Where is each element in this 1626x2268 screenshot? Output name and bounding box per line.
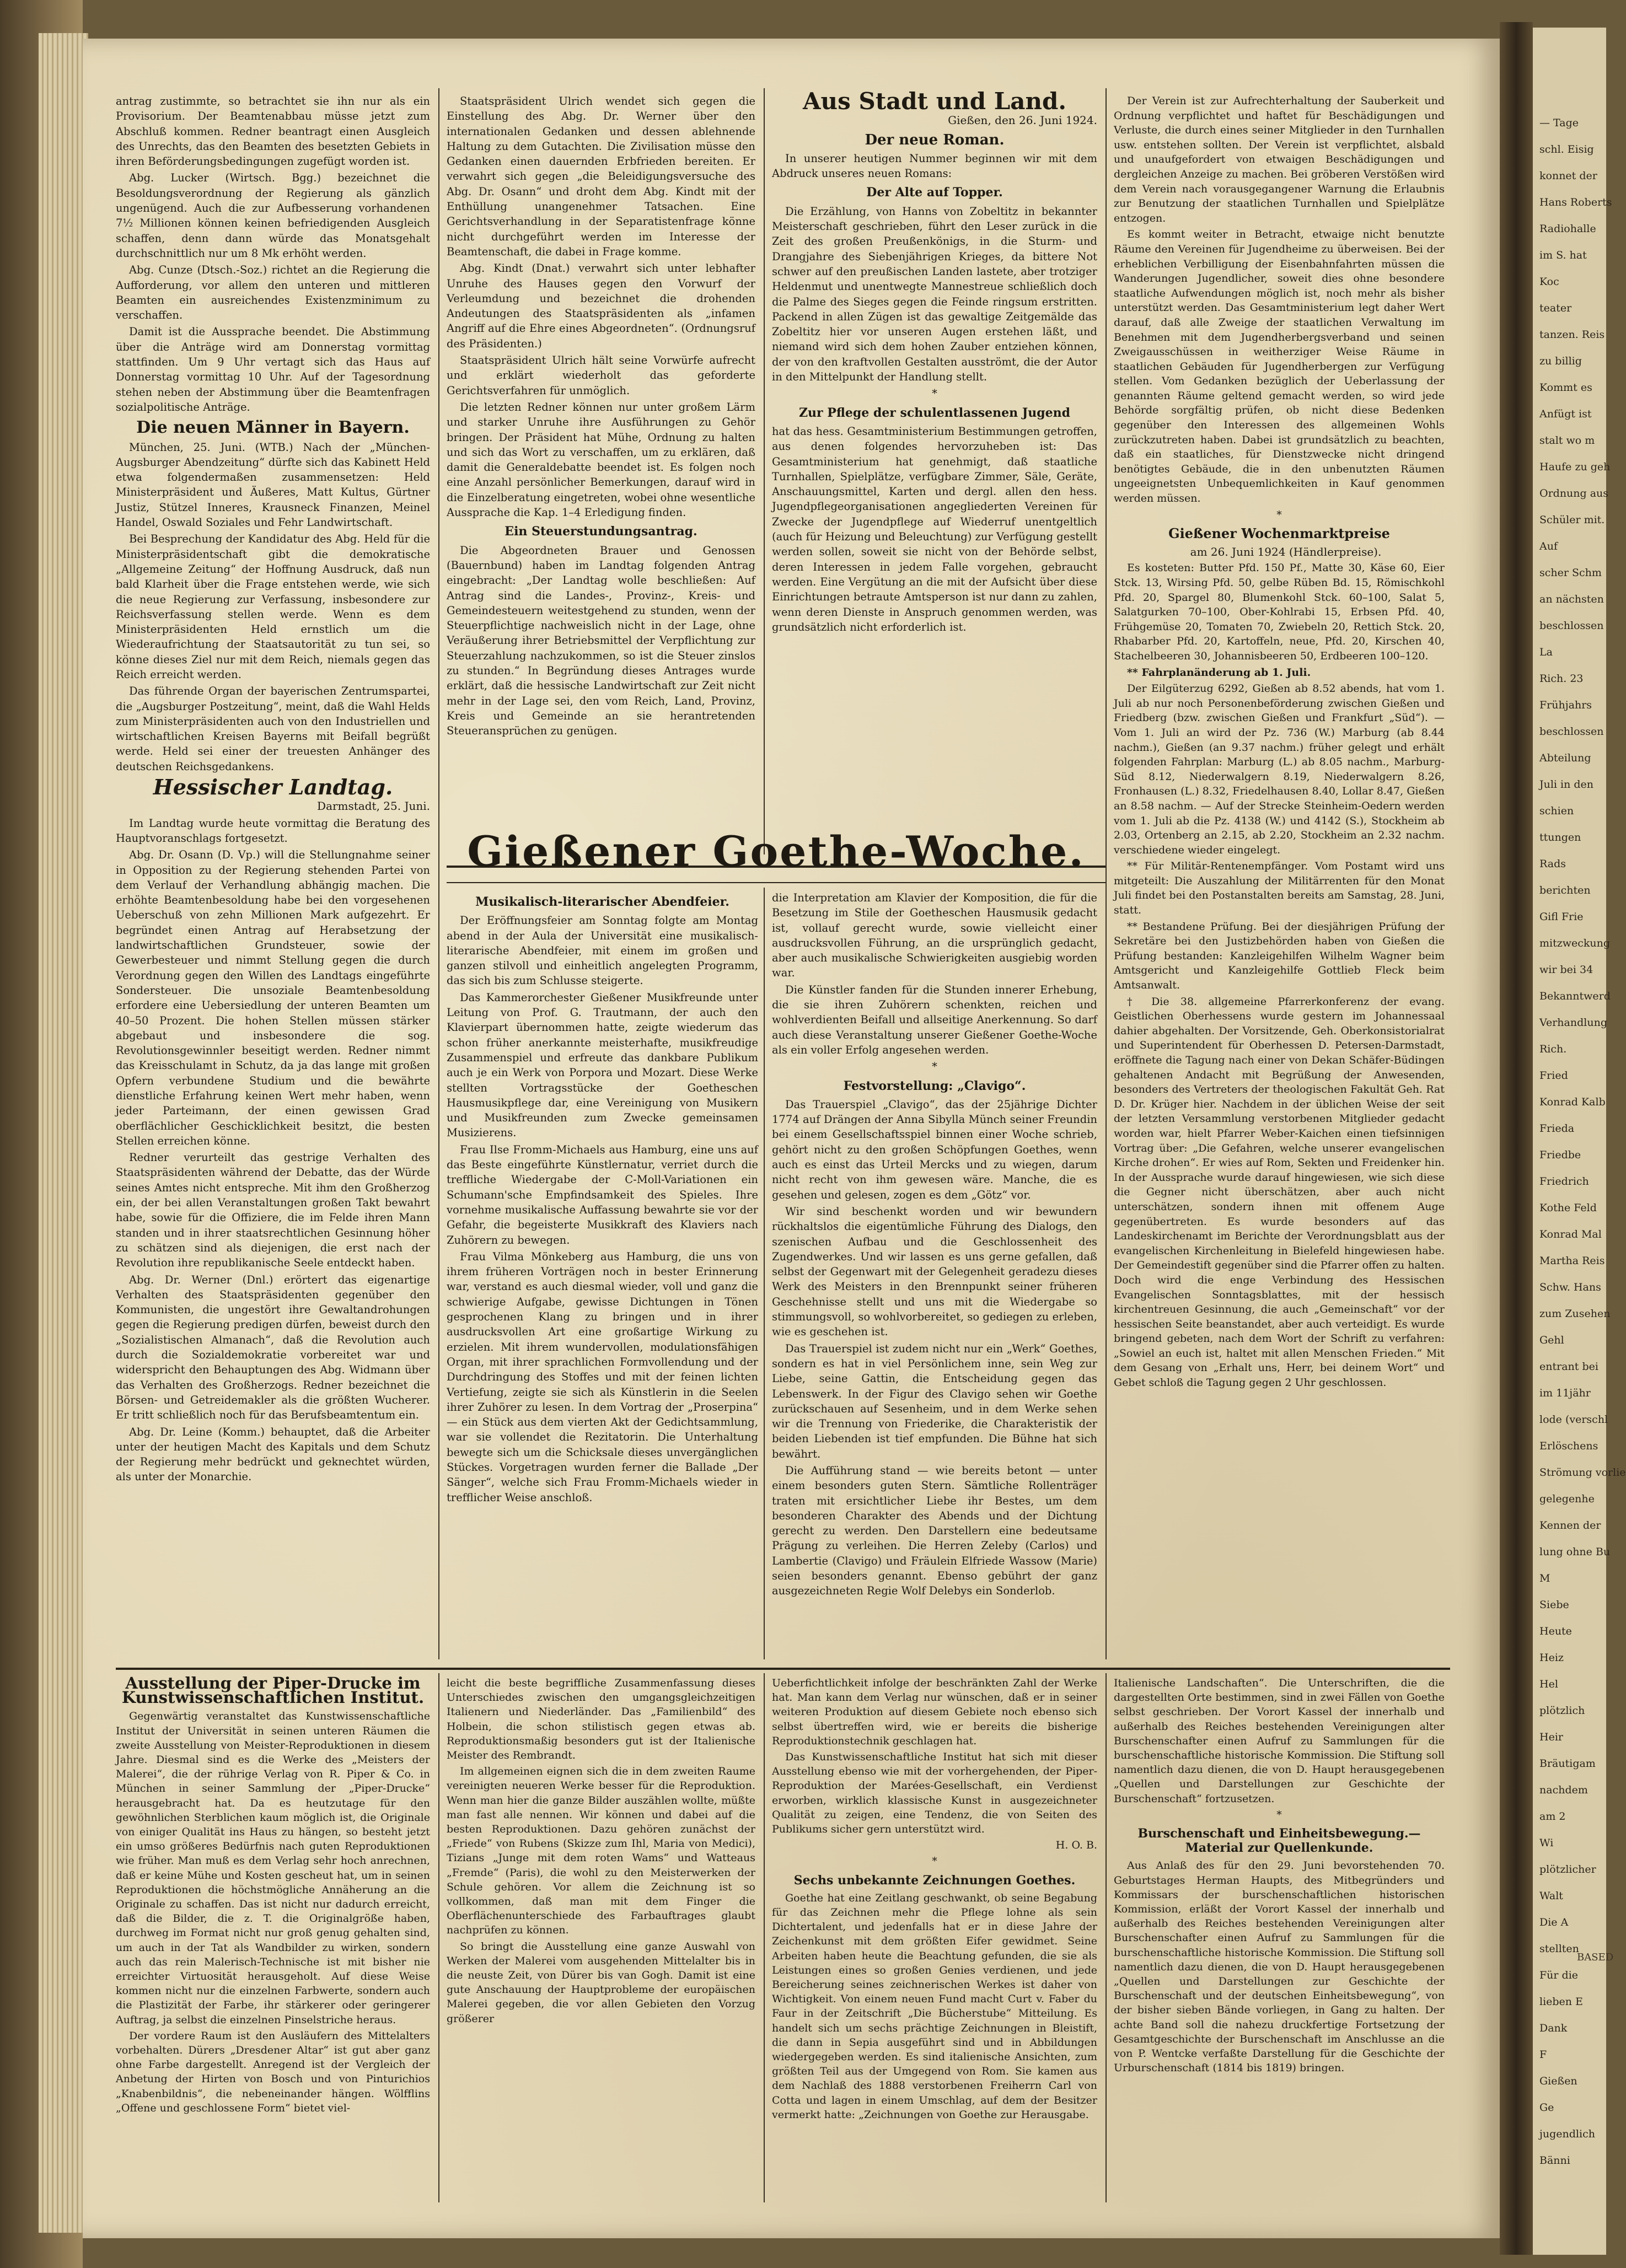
paragraph: Wir sind beschenkt worden und wir bewundern rückhaltslos die eigentümliche Führung des Dialogs, den szenischen Aufbau und die Geschlossenheit des Zugendwerkes. Und wir lassen es uns gerne gefallen, daß selbst der Gegenwart mit der Gelegenheit geradezu dieses Werk des Meisters in den Brennpunkt seiner früheren Geschehnisse stellt und uns mit die Wiedergabe so stimmungsvoll, so wohlvorbereitet, so gediegen zu erleben, wie es geschehen ist.	[772, 1205, 1097, 1339]
next-page-line: berichten	[1539, 884, 1591, 896]
section-rule	[116, 1668, 1450, 1670]
headline-zeichnungen: Sechs unbekannte Zeichnungen Goethes.	[793, 1873, 1076, 1888]
next-page-line: schl. Eisig	[1539, 143, 1594, 155]
newspaper-page	[83, 39, 1500, 2238]
paragraph: Redner verurteilt das gestrige Verhalten des Staatspräsidenten während der Debatte, das der Würde seines Amtes nicht entspreche. Mit ihm den Großherzog ein, der bei allen Veranstaltungen großen Takt bewahrt habe, sowie für die Offiziere, die im Felde ihren Mann standen und in ihrer staatsrechtlichen Gesinnung höher zu schätzen sind als diejenigen, die erst nach der Revolution ihre republikanische Seele entdeckt haben.	[116, 1151, 430, 1270]
next-page-line: wir bei 34	[1539, 964, 1593, 976]
next-page-line: Siebe	[1539, 1599, 1569, 1611]
next-page-line: gelegenhe	[1539, 1493, 1595, 1505]
next-page-line: Rich. 23	[1539, 673, 1584, 685]
next-page-line: Schw. Hans	[1539, 1281, 1601, 1293]
paragraph: leicht die beste begriffliche Zusammenfassung dieses Unterschiedes zwischen den umgangsgleichzeitigen Italienern und Niederländer. Das „Familienbild“ des Holbein, die schon stilistisch gegen etwas ab. Reproduktionsmaßig besonders gut ist der Italienische Meister des Rembrandt.	[447, 1677, 755, 1762]
paragraph: Abg. Dr. Leine (Komm.) behauptet, daß die Arbeiter unter der heutigen Macht des Kapitals und dem Schutz der Regierung mehr bedrückt und geknechtet würden, als unter der Monarchie.	[116, 1425, 430, 1484]
paragraph: antrag zustimmte, so betrachtet sie ihn nur als ein Provisorium. Der Beamtenabbau müsse jetzt zum Abschluß kommen. Redner beantragt einen Ausgleich des Unrechts, das den Beamten des besetzten Gebiets in ihren Beförderungsbedingungen zugefügt worden ist.	[116, 95, 430, 168]
headline-burschenschaft: Burschenschaft und Einheitsbewegung.— Material zur Quellenkunde.	[1137, 1826, 1421, 1856]
headline-clavigo: Festvorstellung: „Clavigo“.	[843, 1078, 1026, 1093]
next-page-line: Dank	[1539, 2022, 1568, 2034]
paragraph: Gegenwärtig veranstaltet das Kunstwissenschaftliche Institut der Universität in seinen unteren Räumen die zweite Ausstellung von Meister-Reproduktionen in diesem Jahre. Diesmal sind es die Werke des „Meisters der Malerei“, die der rührige Verlag von R. Piper & Co. in München in seiner Sammlung der „Piper-Drucke“ herausgebracht hat. Da es heutzutage für den gewöhnlichen Sterblichen kaum möglich ist, die Originale von einiger Qualität ins Haus zu hängen, so besteht jetzt ein umso größeres Bedürfnis nach guten Reproduktionen wie früher. Man muß es dem Verlag sehr hoch anrechnen, daß er keine Mühe und Kosten gescheut hat, um in seinen Reproduktionen die höchstmögliche Annäherung an die Originale zu schaffen. Das ist nicht nur dadurch erreicht, daß die Bilder, die z. T. die Originalgröße haben, durchweg im Format nicht nur groß genug gehalten sind, um auch in der Tat als Wandbilder zu wirken, sondern auch das rein Malerisch-Technische ist mit bisher nie erreichter Virtuosität herausgeholt. Auf diese Weise kommen nicht nur die einzelnen Farbwerte, sondern auch die Plastizität der Farbe, ihr stärkerer oder geringerer Auftrag, ja selbst die einzelnen Pinselstriche heraus.	[116, 1710, 430, 2026]
paragraph: ** Fahrplanänderung ab 1. Juli.	[1127, 666, 1311, 679]
next-page-line: stellten	[1539, 1943, 1579, 1955]
column-rule	[438, 1673, 439, 2202]
next-page-line: Strömung vorlie	[1539, 1466, 1626, 1479]
paragraph: Italienische Landschaften“. Die Unterschriften, die die dargestellten Orte bestimmen, sind in zwei Fällen von Goethe selbst geschrieben. Der Vorort Kassel der innerhalb und außerhalb des Reiches bestehenden Vereinigungen alter Burschenschafter einen Aufruf zu Sammlungen für die burschenschaftliche historische Kommission. Die Stiftung soll namentlich dazu dienen, die von D. Haupt herausgegebenen „Quellen und Darstellungen zur Geschichte der Burschenschaft“ fortzusetzen.	[1114, 1677, 1445, 1805]
next-page-line: Heiz	[1539, 1652, 1564, 1664]
headline-bayern: Die neuen Männer in Bayern.	[136, 418, 410, 438]
column-rule	[764, 1673, 765, 2202]
paragraph: Das Trauerspiel „Clavigo“, das der 25jährige Dichter 1774 auf Drängen der Anna Sibylla Münch seiner Freundin bei einem Gesellschaftsspiel binnen einer Woche schrieb, gehört nicht zu den großen Schöpfungen Goethes, wenn auch es einst das Urteil Mercks und zu wiegen, darum nicht recht von ihm gewesen wäre. Manche, die es gesehen und gelesen, zogen es dem „Götz“ vor.	[772, 1098, 1097, 1201]
paragraph: † Die 38. allgemeine Pfarrerkonferenz der evang. Geistlichen Oberhessens wurde gestern im Johannessaal dahier abgehalten. Der Vorsitzende, Geh. Oberkonsistorialrat und Superintendent für Oberhessen D. Petersen-Darmstadt, eröffnete die Tagung nach einer von Dekan Schäfer-Büdingen gehaltenen Andacht mit Begrüßung der Anwesenden, besonders des Vertreters der theologischen Fakultät Geh. Rat D. Dr. Krüger hier. Nachdem in der üblichen Weise der seit der letzten Versammlung verstorbenen Mitglieder gedacht worden war, hielt Pfarrer Weber-Kaichen einen tiefsinnigen Vortrag über: „Die Gefahren, welche unserer evangelischen Kirche drohen“. Er wies auf Rom, Sekten und Freidenker hin. In der Aussprache wurde darauf hingewiesen, wie sich diese die Gegner nicht überschätzen, aber auch nicht unterschätzen, sondern ihnen mit offenem Auge gegenübertreten. Es wurde besonders auf das Landeskirchenamt im Berichte der Verordnungsblatt aus der evangelischen Kirchenleitung in Bielefeld hingewiesen habe. Der Gemeindestift gegenüber sind die Pfarrer offen zu halten. Doch wird die enge Verbindung des Hessischen Evangelischen Sonntagsblattes, mit der hessisch kirchentreuen Gesinnung, die auch „Gemeinschaft“ vor der hessischen Seite beanstandet, aber auch verteidigt. Es wurde bringend gebeten, nach dem Wort der Schrift zu verfahren: „Sowiel an euch ist, haltet mit allen Menschen Frieden.“ Mit dem Gesang von „Erhalt uns, Herr, bei deinem Wort“ und Gebet schloß die Tagung gegen 2 Uhr geschlossen.	[1114, 995, 1445, 1389]
next-page-line: Rich.	[1539, 1043, 1567, 1055]
paragraph: die Interpretation am Klavier der Komposition, die für die Besetzung im Stile der Goetheschen Hausmusik gedacht ist, vollauf gerecht wurde, sowie vielleicht einer ausdrucksvollen Führung, an die ursprünglich gedacht, aber auch musikalische Schwierigkeiten ausgiebig worden war.	[772, 891, 1097, 980]
paragraph: Aus Anlaß des für den 29. Juni bevorstehenden 70. Geburtstages Herman Haupts, des Mitbegründers und Kommissars der burschenschaftlichen historischen Kommission, erläßt der Vorort Kassel der innerhalb und außerhalb des Reiches bestehenden Vereinigungen alter Burschenschafter einen Aufruf zu Sammlungen für die burschenschaftliche historische Kommission. Die Stiftung soll namentlich dazu dienen, die von D. Haupt herausgegebenen „Quellen und Darstellungen zur Geschichte der Burschenschaft und der deutschen Einheitsbewegung“, von der bisher sieben Bände vorliegen, in Gang zu halten. Der achte Band soll die nahezu druckfertige Fortsetzung der Gesamtgeschichte der Burschenschaft im Anschlusse an die von P. Wentcke verfaßte Darstellung für die Geschichte der Urburschenschaft (1814 bis 1819) bringen.	[1114, 1859, 1445, 2074]
next-page-line: Heute	[1539, 1625, 1572, 1637]
paragraph: Goethe hat eine Zeitlang geschwankt, ob seine Begabung für das Zeichnen mehr die Pflege lohne als sein Dichtertalent, und jedenfalls hat er in diese Jahre der Zeichenkunst mit dem größten Eifer gewidmet. Seine Arbeiten haben heute die Beachtung gefunden, die sie als Leistungen eines so großen Genies verdienen, und jede Bereicherung seines zeichnerischen Werkes ist daher von Wichtigkeit. Von einem neuen Fund macht Curt v. Faber du Faur in der Zeitschrift „Die Bücherstube“ Mitteilung. Es handelt sich um sechs prächtige Zeichnungen in Bleistift, die dann in Sepia ausgeführt sind und in Abbildungen wiedergegeben werden. Es sind italienische Ansichten, zum größten Teil aus der Umgegend von Rom. Sie kamen aus dem Nachlaß des 1888 verstorbenen Freiherrn Carl von Cotta und lagen in einem Umschlag, auf dem der Besitzer vermerkt hatte: „Zeichnungen von Goethe zur Herausgabe.	[772, 1891, 1097, 2121]
column-rule	[764, 888, 765, 1659]
next-page-line: Friedbe	[1539, 1149, 1581, 1161]
paragraph: ** Bestandene Prüfung. Bei der diesjährigen Prüfung der Sekretäre bei den Justizbehörden haben von Gießen die Prüfung bestanden: Kanzleigehilfen Wilhelm Wagner beim Amtsgericht und Kanzleigehilfe Gottlieb Fleck beim Amtsanwalt.	[1114, 920, 1445, 992]
next-page-line: Bräutigam	[1539, 1758, 1596, 1770]
next-page-line: plötzlich	[1539, 1705, 1585, 1717]
separator-star: *	[1276, 508, 1282, 521]
next-page-line: Frühjahrs	[1539, 699, 1592, 711]
headline-steuer: Ein Steuerstundungsantrag.	[505, 524, 697, 539]
lower-column-4	[1114, 1676, 1445, 2077]
dateline: Gießen, den 26. Juni 1924.	[948, 114, 1097, 127]
next-page-line: plötzlicher	[1539, 1863, 1596, 1875]
separator-star: *	[932, 387, 937, 400]
next-page-line: — Tage	[1539, 117, 1579, 129]
next-page-line: Hel	[1539, 1678, 1558, 1690]
paragraph: Die Erzählung, von Hanns von Zobeltitz in bekannter Meisterschaft geschrieben, führt den Leser zurück in die Zeit des großen Preußenkönigs, in die Sturm- und Drangjahre des Siebenjährigen Krieges, da bittere Not schwer auf den preußischen Landen lastete, aber trotziger Heldenmut und unentwegte Mannestreue schließlich doch die Palme des Sieges gegen die Feinde ringsum erstritten. Packend in allen Zügen ist das gewaltige Zeitgemälde das Zobeltitz hier vor unseren Augen erstehen läßt, und niemand wird sich dem hohen Zauber entziehen können, der von den kraftvollen Gestalten ausströmt, die der Autor in den Mittelpunkt der Handlung stellt.	[772, 205, 1097, 384]
next-page-line: Die A	[1539, 1916, 1569, 1928]
paragraph: Der Eilgüterzug 6292, Gießen ab 8.52 abends, hat vom 1. Juli ab nur noch Personenbeförderung zwischen Gießen und Friedberg (bzw. zwischen Gießen und Frankfurt „Süd“). — Vom 1. Juli an wird der Pz. 736 (W.) Marburg (ab 8.44 nachm.), Gießen (an 9.37 nachm.) früher gelegt und erhält folgenden Fahrplan: Marburg (L.) ab 8.05 nachm., Marburg-Süd 8.12, Niederwalgern 8.19, Niederwalgern 8.26, Fronhausen (L.) 8.32, Friedelhausen 8.40, Lollar 8.47, Gießen an 8.58 nachm. — Auf der Strecke Steinheim-Oedern werden vom 1. Juli ab die Pz. 4138 (W.) und 4142 (S.), Stockheim ab 2.03, Ortenberg an 2.15, ab 2.20, Stockheim an 2.32 nachm. verschiedene wieder eingelegt.	[1114, 682, 1445, 856]
paragraph: Das führende Organ der bayerischen Zentrumspartei, die „Augsburger Postzeitung“, meint, daß die Wahl Helds zum Ministerpräsidenten auch von den Industriellen und wirtschaftlichen Kreisen Bayerns mit Beifall begrüßt werde. Held sei einer der treuesten Anhänger des deutschen Reichsgedankens.	[116, 685, 430, 773]
next-page-line: Verhandlung	[1539, 1017, 1607, 1029]
next-page-line: schien	[1539, 805, 1574, 817]
next-page-line: im S. hat	[1539, 249, 1587, 261]
column-2	[447, 94, 755, 740]
lower-column-3	[772, 1676, 1097, 2124]
paragraph: Der Verein ist zur Aufrechterhaltung der Sauberkeit und Ordnung verpflichtet und haftet für Beschädigungen und Verluste, die durch eines seiner Mitglieder in den Turnhallen usw. entstehen sollten. Der Verein ist verpflichtet, alsbald und unaufgefordert von etwaigen Beschädigungen und dergleichen Anzeige zu machen. Bei gröberen Verstößen wird dem Verein nach vorausgegangener Warnung die Erlaubnis zur Benutzung der staatlichen Turnhallen und Spielplätze entzogen.	[1114, 95, 1445, 224]
next-page-line: zu billig	[1539, 355, 1582, 367]
headline-goethe-woche: Gießener Goethe-Woche.	[467, 827, 1085, 876]
next-page-line: Bekanntwerd	[1539, 990, 1611, 1002]
next-page-line: Gießen	[1539, 2075, 1577, 2087]
paragraph: So bringt die Ausstellung eine ganze Auswahl von Werken der Malerei vom ausgehenden Mittelalter bis in die neuste Zeit, von Dürer bis van Gogh. Damit ist eine gute Anschauung der Hauptprobleme der europäischen Malerei gegeben, die vor allen Gebieten den Vorzug größerer	[447, 1940, 755, 2025]
paragraph: Im Landtag wurde heute vormittag die Beratung des Hauptvoranschlags fortgesetzt.	[116, 816, 430, 845]
next-page-line: La	[1539, 646, 1553, 658]
paragraph: Staatspräsident Ulrich hält seine Vorwürfe aufrecht und erklärt wiederholt das geforderte Gerichtsverfahren für unmöglich.	[447, 354, 755, 397]
next-page-line: Schüler mit.	[1539, 514, 1605, 526]
next-page-line: Fried	[1539, 1069, 1568, 1082]
lower-column-2	[447, 1676, 755, 2028]
column-rule	[1106, 1673, 1107, 2202]
next-page-line: am 2	[1539, 1810, 1566, 1823]
next-page-fragment	[1533, 28, 1626, 2255]
next-page-line: Ordnung aus	[1539, 487, 1609, 499]
separator-star: *	[932, 1855, 937, 1868]
paragraph: Das Kammerorchester Gießener Musikfreunde unter Leitung von Prof. G. Trautmann, der auch den Klavierpart übernommen hatte, zeigte wiederum das schon früher anerkannte meisterhafte, musikfreudige Zusammenspiel und erfreute das dankbare Publikum auch je ein Werk von Porpora und Mozart. Diese Werke stellten Vortragsstücke der Goetheschen Hausmusikpflege dar, eine Vereinigung von Musikern und Musikfreunden zum Zwecke gemeinsamen Musizierens.	[447, 991, 758, 1140]
paragraph: Im allgemeinen eignen sich die in dem zweiten Raume vereinigten neueren Werke besser für die Reproduktion. Wenn man hier die ganze Bilder auszählen wollte, müßte man fast alle nennen. Wir können und dabei auf die besten Reproduktionen. Dazu gehören zunächst der „Friede“ von Rubens (Skizze zum Ihl, Maria von Medici), Tizians „Junge mit dem roten Wams“ und Watteaus „Fremde“ (Paris), die wohl zu den Meisterwerken der Schule gehören. Vor allem die Zeichnung ist so vollkommen, daß man mit dem Finger die Oberflächenunterschiede des Farbauftrages glaubt nachprüfen zu können.	[447, 1765, 755, 1937]
section-rule	[447, 882, 1106, 883]
headline-abendfeier: Musikalisch-literarischer Abendfeier.	[475, 895, 729, 909]
goethe-column-2	[772, 890, 1097, 1600]
next-page-line: lieben E	[1539, 1996, 1583, 2008]
next-page-line: teater	[1539, 302, 1572, 314]
next-page-line: mitzweckung	[1539, 937, 1611, 949]
paragraph: Es kosteten: Butter Pfd. 150 Pf., Matte 30, Käse 60, Eier Stck. 13, Wirsing Pfd. 50, gelbe Rüben Bd. 15, Römischkohl Pfd. 20, Spargel 80, Blumenkohl Stck. 60–100, Salat 5, Salatgurken 70–100, Ober-Kohlrabi 15, Erbsen Pfd. 40, Frühgemüse 20, Tomaten 70, Zwiebeln 20, Rettich Stck. 20, Rhabarber Pfd. 20, Kartoffeln, neue, Pfd. 20, Kirschen 40, Stachelbeeren 30, Johannisbeeren 50, Erdbeeren 100–120.	[1114, 562, 1445, 662]
paragraph: Abg. Kindt (Dnat.) verwahrt sich unter lebhafter Unruhe des Hauses gegen den Vorwurf der Verleumdung und bezeichnet die drohenden Andeutungen des Staatspräsidenten als „infamen Angriff auf die Ehre eines Abgeordneten“. (Ordnungsruf des Präsidenten.)	[447, 262, 755, 350]
headline-wochenmarkt: Gießener Wochenmarktpreise	[1168, 525, 1390, 542]
paragraph: Frau Vilma Mönkeberg aus Hamburg, die uns von ihrem früheren Vorträgen noch in bester Erinnerung war, verstand es auch diesmal wieder, voll und ganz die schwierige Aufgabe, gewisse Dichtungen in Tönen gesprochenen Klang zu bringen und in ihrer ausdrucksvollen Art eine großartige Wirkung zu erzielen. Mit ihrem wundervollen, modulationsfähigen Organ, mit ihrer sprachlichen Formvollendung und der Durchdringung des Stoffes und mit der feinen lichten Vertiefung, zeigte sie sich als Künstlerin in die Seelen ihrer Zuhörer zu lesen. In dem Vortrag der „Proserpina“ — ein Stück aus dem vierten Akt der Gedichtsammlung, war sie vollendet die Rezitatorin. Die Unterhaltung bewegte sich um die Schicksale dieses unvergänglichen Stückes. Vorgetragen wurden ferner die Ballade „Der Sänger“, welche sich Frau Fromm-Michaels wieder in trefflicher Weise anschloß.	[447, 1250, 758, 1504]
paragraph: Der Eröffnungsfeier am Sonntag folgte am Montag abend in der Aula der Universität eine musikalisch-literarische Abendfeier, mit einem im großen und ganzen stilvoll und einheitlich angelegten Programm, das sich bis zum Schlusse steigerte.	[447, 914, 758, 987]
next-page-line: Gifl Frie	[1539, 911, 1584, 923]
next-page-line: Walt	[1539, 1890, 1563, 1902]
headline-roman: Der neue Roman.	[865, 131, 1005, 148]
next-page-line: im 11jähr	[1539, 1387, 1591, 1399]
headline-jugend: Zur Pflege der schulentlassenen Jugend	[799, 405, 1070, 420]
next-page-line: scher Schm	[1539, 567, 1602, 579]
market-date: am 26. Juni 1924 (Händlerpreise).	[1190, 545, 1382, 558]
next-page-line: beschlossen	[1539, 725, 1604, 738]
next-page-line: lode (verschl	[1539, 1414, 1608, 1426]
next-page-line: Heir	[1539, 1731, 1563, 1743]
author-signature: H. O. B.	[1055, 1839, 1097, 1852]
paragraph: Ueberfichtlichkeit infolge der beschränkten Zahl der Werke hat. Man kann dem Verlag nur wünschen, daß er in seiner weiteren Produktion auf diesem Gebiete noch ebenso sich selbst übertreffen wird, wie er bereits die bisherige Reproduktionstechnik geschlagen hat.	[772, 1677, 1097, 1747]
next-page-line: M	[1539, 1572, 1550, 1584]
goethe-column-1	[447, 890, 758, 1507]
paragraph: Frau Ilse Fromm-Michaels aus Hamburg, eine uns auf das Beste eingeführte Künstlernatur, verriet durch die treffliche Wiedergabe der C-Moll-Variationen ein Schumann'sche Empfindsamkeit des Spieles. Ihre vornehme musikalische Auffassung bewahrte sie vor der Gefahr, die begeisterte Musikkraft des Klaviers nach Zuhörern zu bewegen.	[447, 1143, 758, 1246]
paragraph: Abg. Cunze (Dtsch.-Soz.) richtet an die Regierung die Aufforderung, vor allem den unteren und mittleren Beamten ein ausreichendes Existenzminimum zu verschaffen.	[116, 264, 430, 322]
next-page-line: Konrad Kalb	[1539, 1096, 1606, 1108]
headline-topper: Der Alte auf Topper.	[866, 185, 1003, 200]
paragraph: Abg. Dr. Osann (D. Vp.) will die Stellungnahme seiner in Opposition zu der Regierung stehenden Partei von dem Verlauf der Verhandlung abhängig machen. Die erhöhte Beamtenbesoldung habe bei den vorgesehenen Ueberschuß von zehn Millionen Mark aufgezehrt. Er begründet einen Antrag auf Herabsetzung der landwirtschaftlichen Grundsteuer, sowie der Gewerbesteuer und nimmt Stellung gegen die durch Verordnung gegen den Willen des Landtags eingeführte Sondersteuer. Die unsoziale Beamtenbesoldung erfordere eine Uebersiedlung der unteren Beamten um 40–50 Prozent. Die hohen Stellen müssen stärker abgebaut und insbesondere die sog. Revolutionsgewinnler beseitigt werden. Redner nimmt das Kreisschulamt in Schutz, da ja das lange mit großen Opfern verbundene Studium und die bewährte dienstliche Erfahrung keinen Wert mehr haben, wenn jeder Parteimann, der einen gewissen Grad oberflächlicher Geschicklichkeit besitzt, die besten Stellen erreichen könne.	[116, 848, 430, 1147]
next-page-line: Haufe zu geh	[1539, 461, 1611, 473]
page-edges	[39, 33, 88, 2233]
next-page-line: Ge	[1539, 2102, 1554, 2114]
next-page-line: Kothe Feld	[1539, 1202, 1597, 1214]
next-page-line: Juli in den	[1539, 778, 1594, 791]
next-page-line: zum Zusehen	[1539, 1308, 1611, 1320]
next-page-line: beschlossen	[1539, 620, 1604, 632]
separator-star: *	[1276, 1808, 1282, 1821]
book-gutter	[1500, 22, 1533, 2255]
next-page-line: Für die	[1539, 1969, 1579, 1981]
next-page-line: an nächsten	[1539, 593, 1604, 605]
headline-piper-drucke: Ausstellung der Piper-Drucke im Kunstwissenschaftlichen Institut.	[121, 1674, 425, 1707]
headline-landtag: Hessischer Landtag.	[153, 775, 393, 800]
paragraph: München, 25. Juni. (WTB.) Nach der „München-Augsburger Abendzeitung“ dürfte sich das Kabinett Held etwa folgendermaßen zusammensetzen: Held Ministerpräsident und Äußeres, Matt Kultus, Gürtner Justiz, Stützel Inneres, Krausneck Finanzen, Meinel Handel, Oswald Soziales und Fehr Landwirtschaft.	[116, 440, 430, 529]
paragraph: ** Für Militär-Rentenempfänger. Vom Postamt wird uns mitgeteilt: Die Auszahlung der Militärrenten für den Monat Juli findet bei den Postanstalten bereits am Samstag, 28. Juni, statt.	[1114, 860, 1445, 917]
paragraph: Das Trauerspiel ist zudem nicht nur ein „Werk“ Goethes, sondern es hat in viel Persönlichem inne, sein Weg zur Liebe, seine Gattin, die Entscheidung gegen das Lebenswerk. In der Figur des Clavigo sehen wir Goethe zurückschauen auf Sesenheim, und in dem Werke sehen wir die Trennung von Friederike, die Charakteristik der beiden Liebenden ist tief empfunden. Die Bühne hat sich bewährt.	[772, 1342, 1097, 1460]
paragraph: Die Abgeordneten Brauer und Genossen (Bauernbund) haben im Landtag folgenden Antrag eingebracht: „Der Landtag wolle beschließen: Auf Antrag sind die Landes-, Provinz-, Kreis- und Gemeindesteuern weitestgehend zu stunden, wenn der Steuerpflichtige nachweislich nicht in der Lage, ohne Veräußerung ihrer Betriebsmittel der Verpflichtung zur Steuerzahlung nachzukommen, so ist die Steuer zinslos zu stunden.“ In Begründung dieses Antrages wurde erklärt, daß die hessische Landwirtschaft zur Zeit nicht mehr in der Lage sei, den vom Reich, Land, Provinz, Kreis und Gemeinde an sie herantretenden Steueransprüchen zu genügen.	[447, 544, 755, 738]
next-page-line: Radiohalle	[1539, 223, 1596, 235]
next-page-line: Konrad Mal	[1539, 1228, 1602, 1240]
paragraph: Das Kunstwissenschaftliche Institut hat sich mit dieser Ausstellung ebenso wie mit der vorhergehenden, der Piper-Reproduktion der Marées-Gesellschaft, ein Verdienst erworben, wirklich klassische Kunst in ausgezeichneter Qualität zu zeigen, eine Tendenz, die von Seiten des Publikums sicher gern unterstützt wird.	[772, 1751, 1097, 1836]
paragraph: Die Künstler fanden für die Stunden innerer Erhebung, die sie ihren Zuhörern schenkten, reichen und wohlverdienten Beifall und allseitige Anerkennung. So darf auch diese Veranstaltung unserer Gießener Goethe-Woche als ein voller Erfolg angesehen werden.	[772, 983, 1097, 1056]
next-page-line: ttungen	[1539, 831, 1581, 843]
next-page-line: Kennen der	[1539, 1519, 1601, 1531]
paragraph: Der vordere Raum ist den Ausläufern des Mittelalters vorbehalten. Dürers „Dresdener Altar“ ist gut aber ganz ohne Farbe dargestellt. Anregend ist der Vergleich der Anbetung der Hirten von Bosch und von Pinturichios „Knabenbildnis“, die nebeneinander hängen. Wölfflins „Offene und geschlossene Form“ bietet viel-	[116, 2029, 430, 2114]
next-page-line: Kommt es	[1539, 381, 1592, 394]
next-page-line: Erlöschens	[1539, 1440, 1598, 1452]
next-page-line: stalt wo m	[1539, 434, 1595, 447]
next-page-line: Hans Roberts	[1539, 196, 1612, 208]
next-page-line: Gehl	[1539, 1334, 1564, 1346]
next-page-line: tanzen. Reis	[1539, 329, 1605, 341]
column-1	[116, 94, 430, 1486]
lower-column-1	[116, 1676, 430, 2117]
paragraph: Abg. Dr. Werner (Dnl.) erörtert das eigenartige Verhalten des Staatspräsidenten gegenüber den Kommunisten, die ungestört ihre Gewaltandrohungen gegen die Regierung predigen dürfen, beweist durch den „Sozialistischen Almanach“, daß die Revolution auch durch die Sozialdemokratie vorbereitet war und widerspricht den Behauptungen des Abg. Widmann über das Verhalten des Großherzogs. Redner bezeichnet die Börsen- und Getreidemakler als die größten Wucherer. Er tritt schließlich noch für das Berufsbeamtentum ein.	[116, 1273, 430, 1422]
next-page-line: F	[1539, 2049, 1547, 2061]
column-rule	[764, 88, 765, 854]
paragraph: Staatspräsident Ulrich wendet sich gegen die Einstellung des Abg. Dr. Werner über den internationalen Gedanken und dessen ablehnende Haltung zu dem Gutachten. Die Zivilisation müsse den Gedanken einen dauernden Erbfrieden bereiten. Er verwahrt sich gegen „die Beleidigungsversuche des Abg. Dr. Osann“ und droht dem Abg. Kindt mit der Enthüllung unangenehmer Tatsachen. Eine Gerichtsverhandlung in der Separatistenfrage könne nicht durchgeführt werden im Interesse der Beamtenschaft, die dabei in Frage komme.	[447, 95, 755, 258]
paragraph: In unserer heutigen Nummer beginnen wir mit dem Abdruck unseres neuen Romans:	[772, 152, 1097, 180]
headline-stadt-land: Aus Stadt und Land.	[802, 88, 1067, 115]
paragraph: Die letzten Redner können nur unter großem Lärm und starker Unruhe ihre Ausführungen zu Gehör bringen. Der Präsident hat Mühe, Ordnung zu halten und sich das Wort zu verschaffen, um zu erklären, daß damit die Generaldebatte beendet ist. Es folgen noch eine Anzahl persönlicher Bemerkungen, darauf wird in die Einzelberatung eingetreten, wobei ohne wesentliche Aussprache die Kap. 1–4 Erledigung finden.	[447, 400, 755, 519]
paragraph: Die Aufführung stand — wie bereits betont — unter einem besonders guten Stern. Sämtliche Rollenträger traten mit ersichtlicher Liebe ihr Bestes, um dem besonderen Charakter des Abends und der Dichtung gerecht zu werden. Den Darstellern eine bedeutsame Prägung zu verleihen. Die Herren Zeleby (Carlos) und Lambertie (Clavigo) und Fräulein Elfriede Wassow (Marie) seien besonders genannt. Ebenso gebührt der ganz ausgezeichneten Regie Wolf Delebys ein Sonderlob.	[772, 1464, 1097, 1598]
archive-stamp: BASED	[1577, 1952, 1614, 1963]
next-page-line: entrant bei	[1539, 1361, 1598, 1373]
paragraph: Es kommt weiter in Betracht, etwaige nicht benutzte Räume den Vereinen für Jugendheime zu überweisen. Bei der erheblichen Verbilligung der Eisenbahnfahrten müssen die Wanderungen Jugendlicher, soweit dies ohne besondere staatliche Aufwendungen möglich ist, noch mehr als bisher unterstützt werden. Das Gesamtministerium legt daher Wert darauf, daß alle Zweige der staatlichen Verwaltung im Benehmen mit dem Jugendherbergsverband und seinen Zweigausschüssen in weitherziger Weise Räume in staatlichen Gebäuden für Jugendherbergen zur Verfügung stellen. Vom Gedanken bezüglich der Ueberlassung der genannten Räume geltend gemacht werden, so wird jede Behörde sorgfältig prüfen, ob nicht diese Bedenken gegenüber den Interessen des allgemeinen Wohls zurückzutreten haben. Dabei ist grundsätzlich zu beachten, daß ein staatliches, für Dienstzwecke nicht dringend benötigtes Gebäude, die in den unbenutzten Räumen ungeeignetsten Unbequemlichkeiten in Kauf genommen werden müssen.	[1114, 228, 1445, 505]
next-page-line: Wi	[1539, 1837, 1554, 1849]
next-page-line: jugendlich	[1539, 2128, 1595, 2140]
next-page-line: Koc	[1539, 276, 1559, 288]
paragraph: hat das hess. Gesamtministerium Bestimmungen getroffen, aus denen folgendes hervorzuheben ist: Das Gesamtministerium hat genehmigt, daß staatliche Turnhallen, Spielplätze, verfügbare Zimmer, Säle, Geräte, Anschauungsmittel, Karten und dergl. allen den hess. Jugendpflegeorganisationen angegliederten Vereinen für Zwecke der Jugendpflege auf Wiederruf unentgeltlich (auch für Heizung und Beleuchtung) zur Verfügung gestellt werden sollen, soweit sie nicht von der Behörde selbst, deren Interessen in jedem Falle vorgehen, gebraucht werden. Eine Vergütung an die mit der Aufsicht über diese Einrichtungen betraute Amtsperson ist nur dann zu zahlen, wenn deren Dienste in Anspruch genommen werden, was grundsätzlich nicht erforderlich ist.	[772, 424, 1097, 633]
paragraph: Bei Besprechung der Kandidatur des Abg. Held für die Ministerpräsidentschaft gibt die demokratische „Allgemeine Zeitung“ der Hoffnung Ausdruck, daß nun bald Klarheit über die Frage entstehen werde, wie sich die neue Regierung zur Verfassung, insbesondere zur Reichsverfassung stellen werde. Wenn es dem Ministerpräsidenten Held ernstlich um die Wiederaufrichtung der Staatsautorität zu tun sei, so könne dieses Ziel nur mit dem Reich, niemals gegen das Reich erreicht werden.	[116, 533, 430, 681]
next-page-line: lung ohne Bu	[1539, 1546, 1611, 1558]
next-page-line: Auf	[1539, 540, 1558, 552]
next-page-line: konnet der	[1539, 170, 1597, 182]
column-3	[772, 88, 1097, 636]
column-4	[1114, 94, 1445, 1392]
column-rule	[1106, 88, 1107, 1659]
next-page-line: Anfügt ist	[1539, 408, 1592, 420]
next-page-line: Rads	[1539, 858, 1566, 870]
column-rule	[438, 88, 439, 1659]
paragraph: Damit ist die Aussprache beendet. Die Abstimmung über die Anträge wird am Donnerstag vormittag stattfinden. Um 9 Uhr vertagt sich das Haus auf Donnerstag vormittag 10 Uhr. Auf der Tagesordnung stehen neben der Abstimmung über die Beamtenfragen sozialpolitische Anträge.	[116, 325, 430, 413]
dateline: Darmstadt, 25. Juni.	[317, 799, 430, 813]
next-page-line: Frieda	[1539, 1122, 1575, 1135]
next-page-line: nachdem	[1539, 1784, 1588, 1796]
next-page-line: Abteilung	[1539, 752, 1591, 764]
next-page-line: Bänni	[1539, 2154, 1570, 2167]
separator-star: *	[932, 1060, 937, 1073]
next-page-line: Friedrich	[1539, 1175, 1589, 1187]
next-page-line: Martha Reis	[1539, 1255, 1605, 1267]
paragraph: Abg. Lucker (Wirtsch. Bgg.) bezeichnet die Besoldungsverordnung der Regierung als gänzlich ungenügend. Auch die zur Aufbesserung vorhandenen 7½ Millionen können keinen befriedigenden Ausgleich schaffen, denn dann würde das Monatsgehalt durchschnittlich nur um 8 Mk erhöht werden.	[116, 171, 430, 260]
